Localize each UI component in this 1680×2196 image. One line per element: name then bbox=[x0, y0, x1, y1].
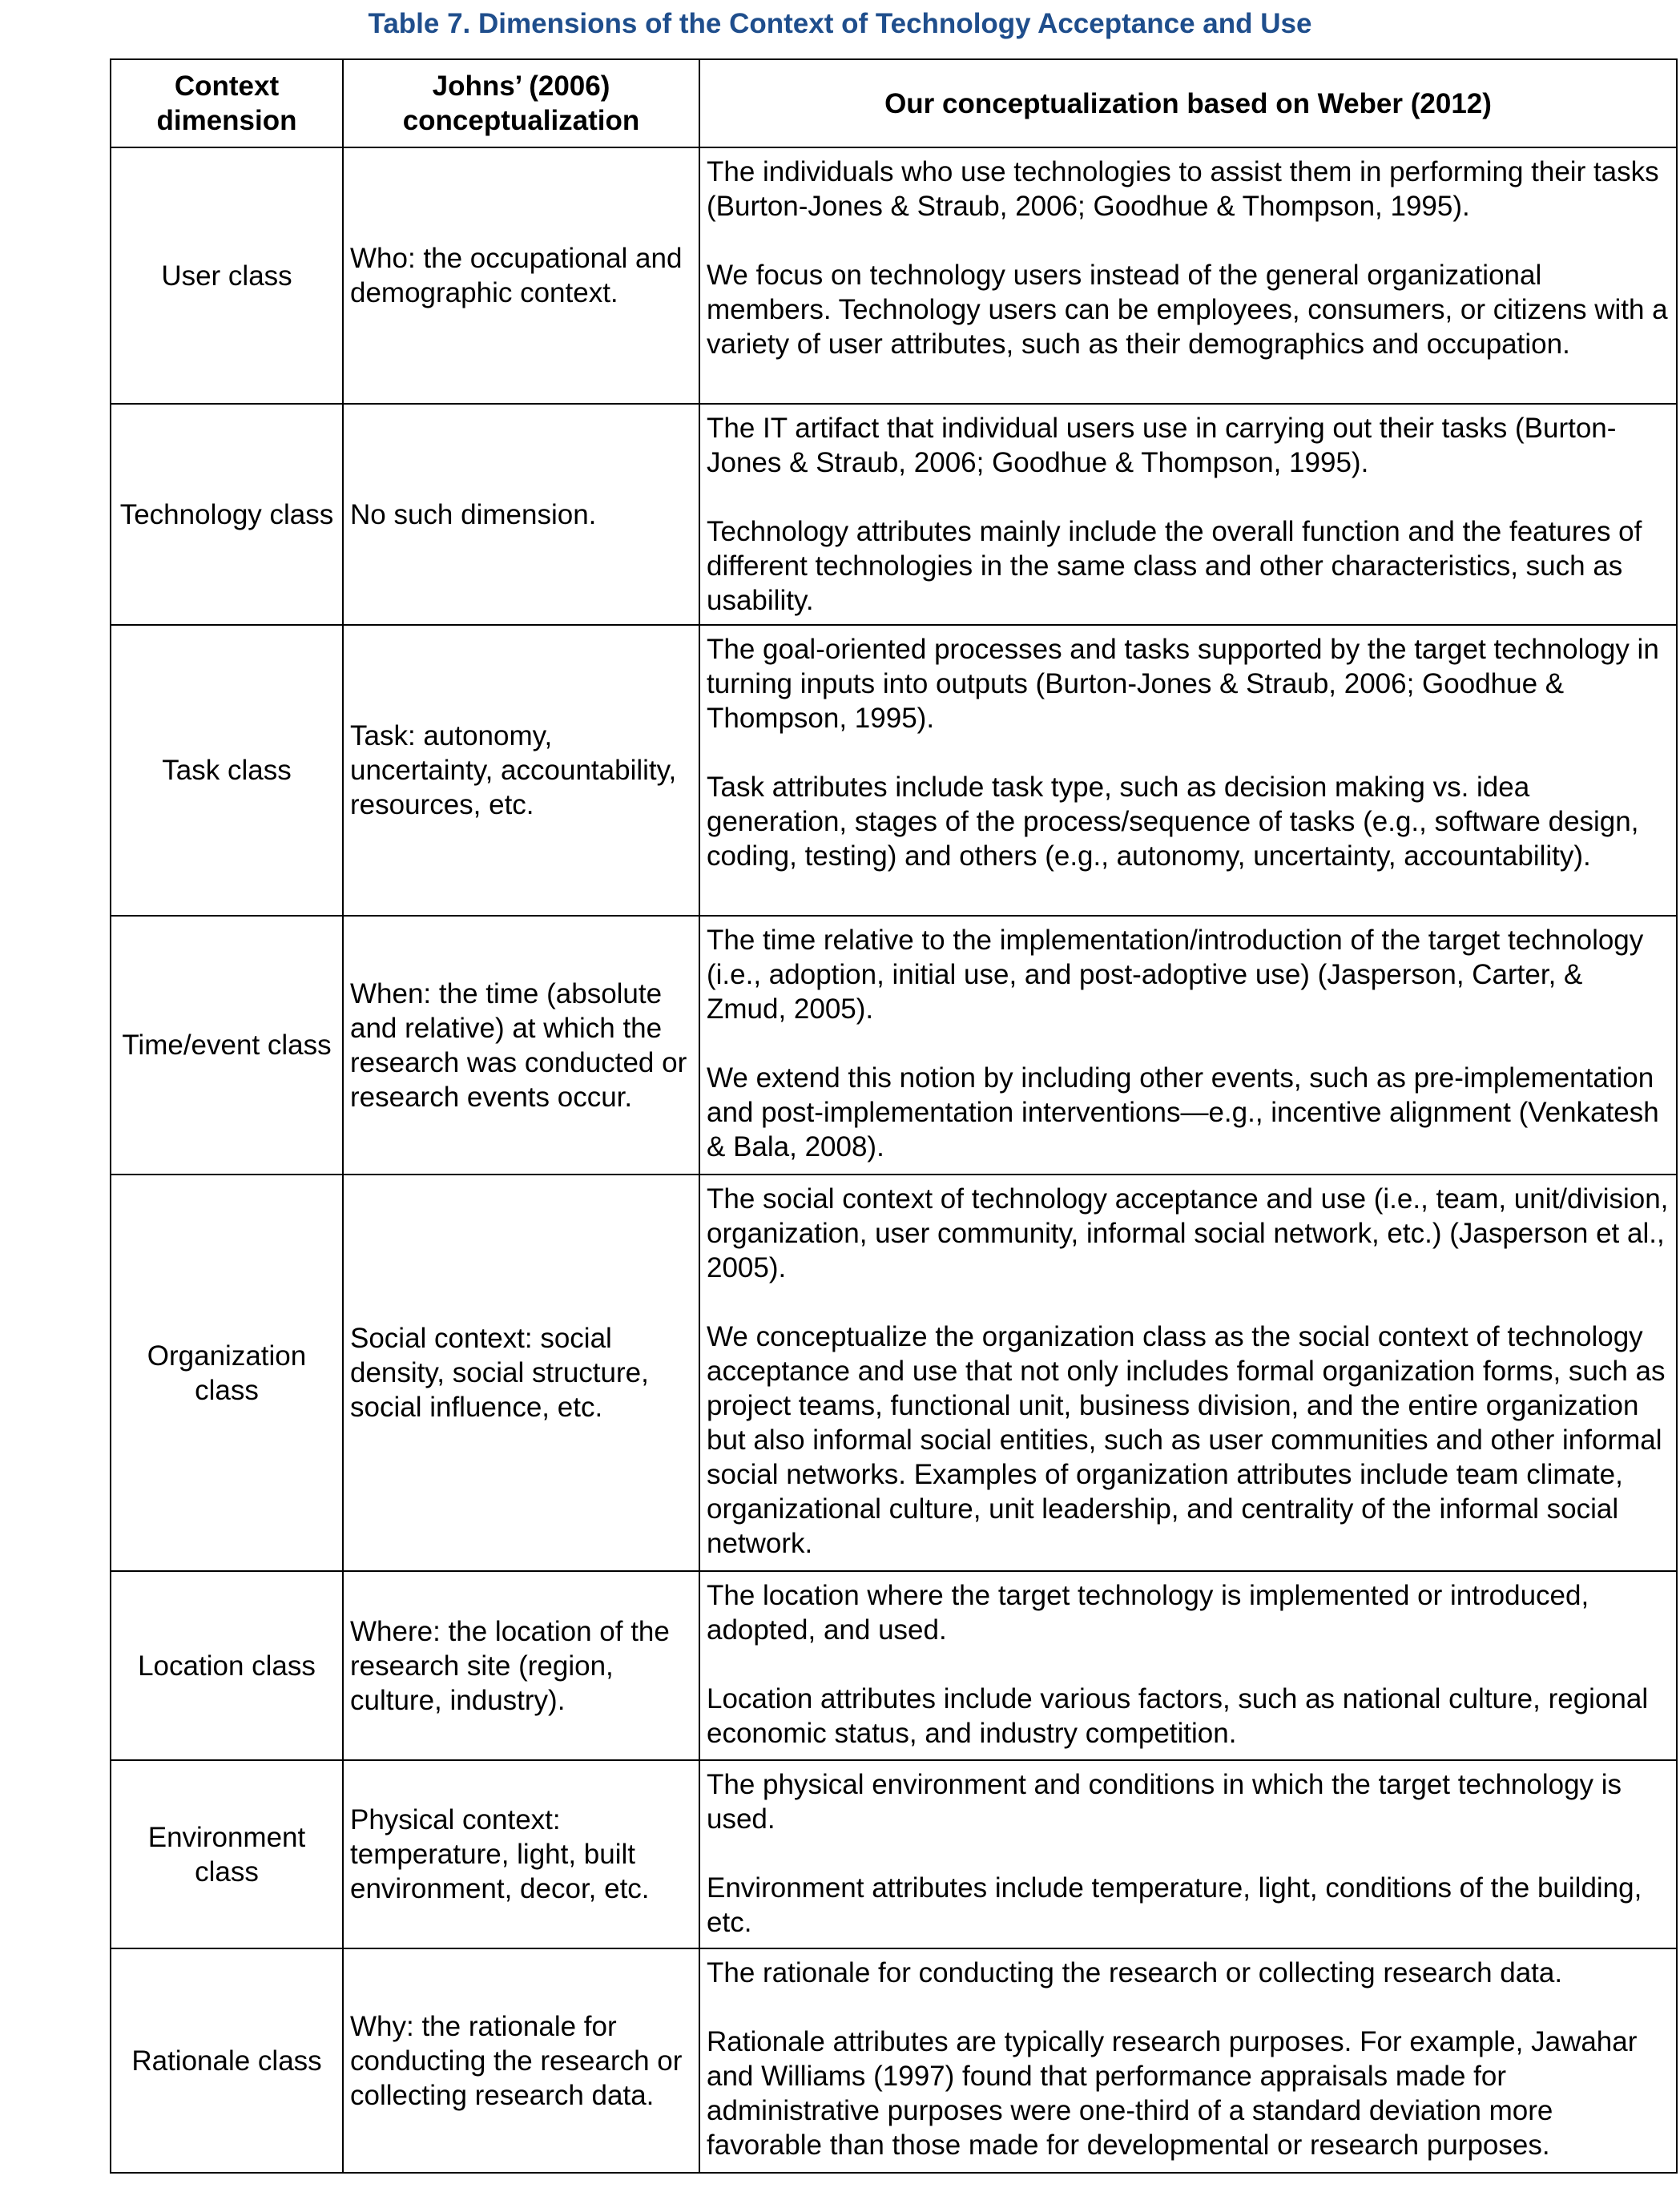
table-row bbox=[111, 625, 1677, 916]
table-title: Table 7. Dimensions of the Context of Technology Acceptance and Use bbox=[368, 8, 1312, 39]
table-row bbox=[111, 147, 1677, 404]
ours-paragraph: We focus on technology users instead of the general organizational members. Technology users can be employees, consumers, or citizens with a variety of user attributes, such as their demographics and occupation. bbox=[707, 260, 1668, 360]
dimension-cell: Technology class bbox=[111, 404, 343, 625]
ours-paragraph: The goal-oriented processes and tasks supported by the target technology in turning inputs into outputs (Burton-Jones & Straub, 2006; Goodhue & Thompson, 1995). bbox=[707, 634, 1659, 734]
ours-cell bbox=[699, 625, 1677, 916]
context-table bbox=[110, 58, 1678, 2174]
dimension-cell: User class bbox=[111, 147, 343, 404]
table-row bbox=[111, 1571, 1677, 1760]
ours-paragraph: We conceptualize the organization class as the social context of technology acceptance and use that not only includes formal organization forms, such as project teams, functional unit, business division, and the entire organization but also informal social entities, such as user communities and other informal social networks. Examples of organization attributes include team climate, organizational culture, unit leadership, and centrality of the informal social network. bbox=[707, 1321, 1666, 1559]
ours-paragraph: The individuals who use technologies to assist them in performing their tasks (Burton-Jones & Straub, 2006; Goodhue & Thompson, 1995). bbox=[707, 156, 1659, 222]
table-row bbox=[111, 404, 1677, 625]
johns-cell: No such dimension. bbox=[343, 404, 699, 625]
johns-cell: Who: the occupational and demographic context. bbox=[343, 147, 699, 404]
ours-paragraph: We extend this notion by including other events, such as pre-implementation and post-implementation interventions—e.g., incentive alignment (Venkatesh & Bala, 2008). bbox=[707, 1062, 1659, 1162]
johns-cell: Social context: social density, social structure, social influence, etc. bbox=[343, 1175, 699, 1571]
ours-paragraph: Technology attributes mainly include the overall function and the features of different technologies in the same class and other characteristics, such as usability. bbox=[707, 516, 1642, 616]
ours-paragraph: The physical environment and conditions in which the target technology is used. bbox=[707, 1769, 1622, 1835]
header-context-dimension: Context dimension bbox=[111, 59, 343, 147]
header-johns: Johns’ (2006) conceptualization bbox=[343, 59, 699, 147]
header-row bbox=[111, 59, 1677, 147]
table-row bbox=[111, 1760, 1677, 1948]
ours-cell bbox=[699, 1571, 1677, 1760]
ours-paragraph: The rationale for conducting the research or collecting research data. bbox=[707, 1957, 1563, 1988]
table-row bbox=[111, 1175, 1677, 1571]
table-row bbox=[111, 1948, 1677, 2173]
table-row bbox=[111, 916, 1677, 1175]
dimension-cell: Time/event class bbox=[111, 916, 343, 1175]
ours-paragraph: Environment attributes include temperature, light, conditions of the building, etc. bbox=[707, 1872, 1642, 1938]
johns-cell: When: the time (absolute and relative) at which the research was conducted or research events occur. bbox=[343, 916, 699, 1175]
ours-cell bbox=[699, 1175, 1677, 1571]
ours-paragraph: The time relative to the implementation/introduction of the target technology (i.e., adoption, initial use, and post-adoptive use) (Jasperson, Carter, & Zmud, 2005). bbox=[707, 925, 1644, 1025]
ours-paragraph: Location attributes include various factors, such as national culture, regional economic status, and industry competition. bbox=[707, 1683, 1649, 1749]
dimension-cell: Organization class bbox=[111, 1175, 343, 1571]
header-ours: Our conceptualization based on Weber (2012) bbox=[699, 59, 1677, 147]
ours-cell bbox=[699, 404, 1677, 625]
johns-cell: Where: the location of the research site (region, culture, industry). bbox=[343, 1571, 699, 1760]
ours-paragraph: The social context of technology acceptance and use (i.e., team, unit/division, organization, user community, informal social network, etc.) (Jasperson et al., 2005). bbox=[707, 1183, 1669, 1283]
ours-cell bbox=[699, 147, 1677, 404]
ours-paragraph: Task attributes include task type, such as decision making vs. idea generation, stages of the process/sequence of tasks (e.g., software design, coding, testing) and others (e.g., autonomy, uncertainty, accountability). bbox=[707, 772, 1639, 872]
ours-cell bbox=[699, 1948, 1677, 2173]
dimension-cell: Rationale class bbox=[111, 1948, 343, 2173]
ours-cell bbox=[699, 916, 1677, 1175]
dimension-cell: Task class bbox=[111, 625, 343, 916]
ours-paragraph: The location where the target technology is implemented or introduced, adopted, and used. bbox=[707, 1580, 1589, 1646]
dimension-cell: Location class bbox=[111, 1571, 343, 1760]
ours-paragraph: Rationale attributes are typically research purposes. For example, Jawahar and Williams (1997) found that performance appraisals made for administrative purposes were one-third of a standard deviation more favorable than those made for developmental or research purposes. bbox=[707, 2026, 1638, 2161]
dimension-cell: Environment class bbox=[111, 1760, 343, 1948]
johns-cell: Task: autonomy, uncertainty, accountability, resources, etc. bbox=[343, 625, 699, 916]
johns-cell: Physical context: temperature, light, built environment, decor, etc. bbox=[343, 1760, 699, 1948]
ours-cell bbox=[699, 1760, 1677, 1948]
ours-paragraph: The IT artifact that individual users use in carrying out their tasks (Burton-Jones & Straub, 2006; Goodhue & Thompson, 1995). bbox=[707, 413, 1617, 478]
johns-cell: Why: the rationale for conducting the research or collecting research data. bbox=[343, 1948, 699, 2173]
